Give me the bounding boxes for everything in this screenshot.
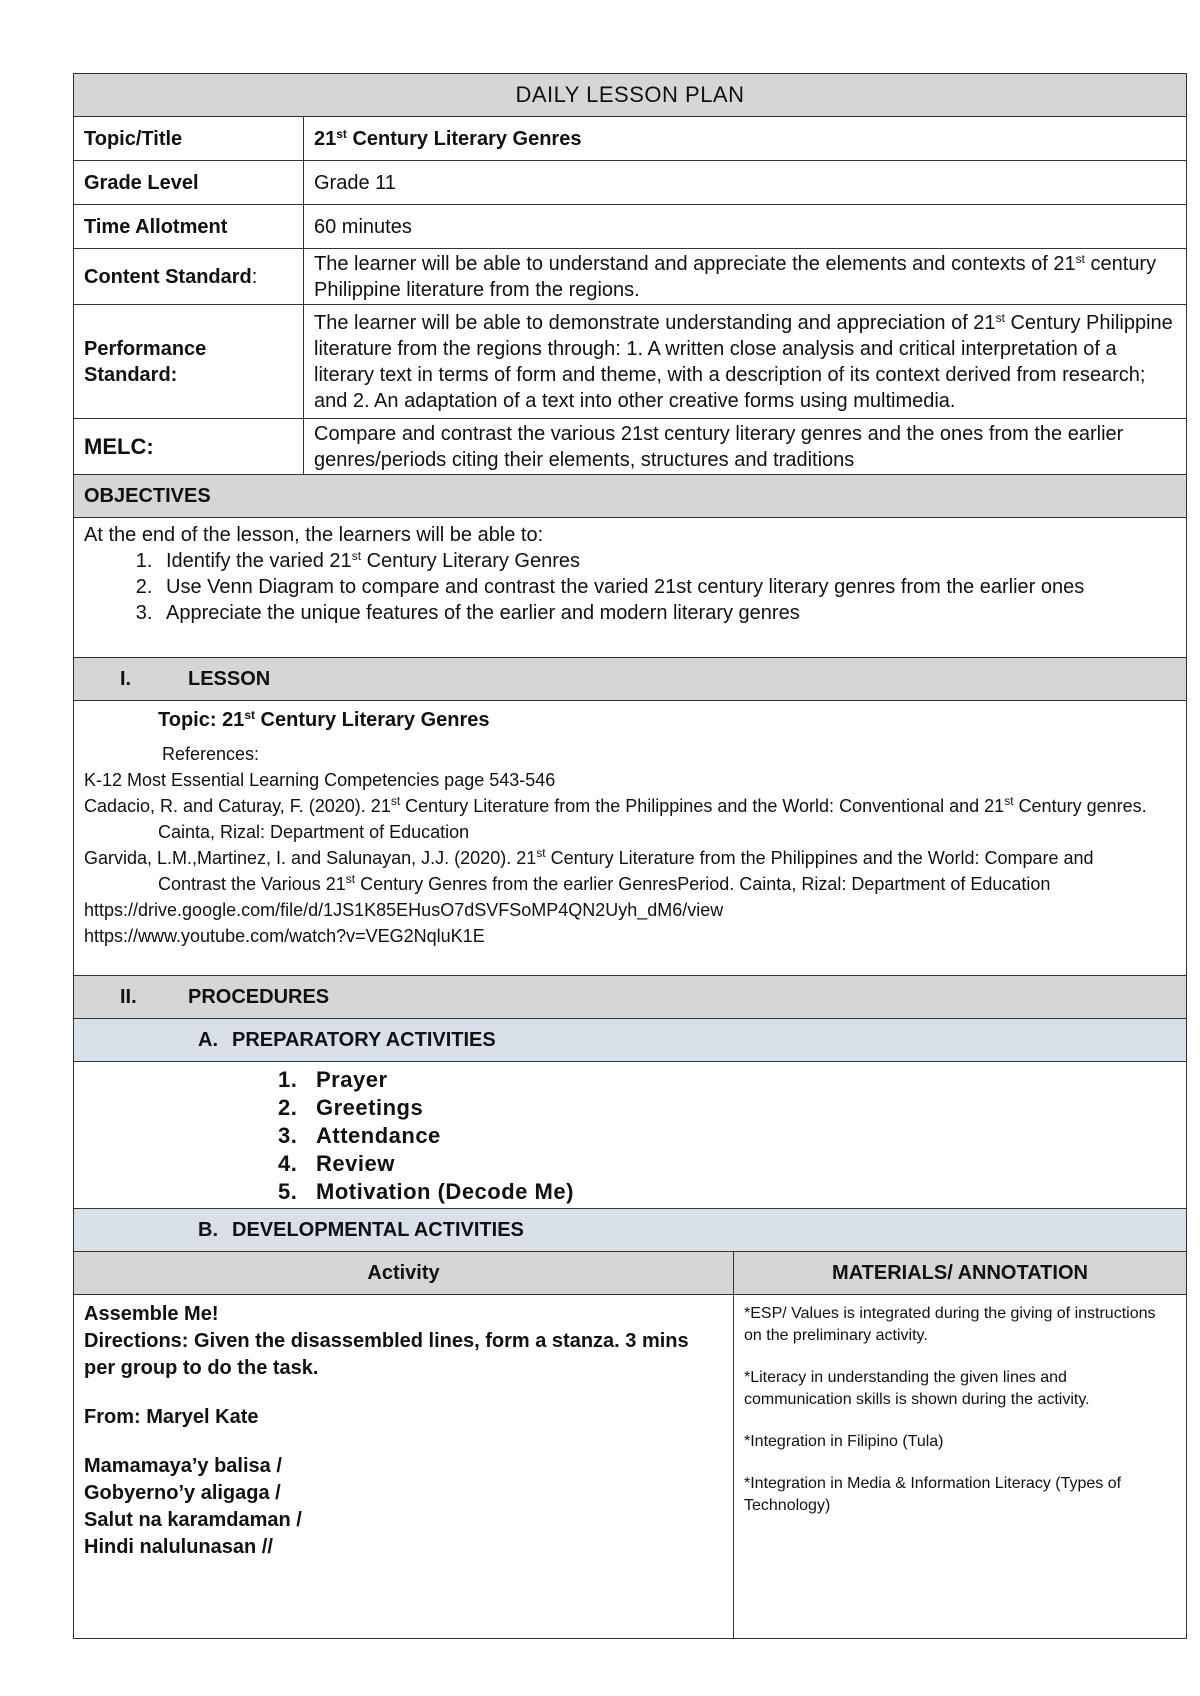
activity-table (73, 1251, 1187, 1639)
reference-link[interactable]: https://drive.google.com/file/d/1JS1K85EHusO7dSVFSoMP4QN2Uyh_dM6/view (84, 900, 724, 920)
time-value: 60 minutes (304, 205, 1187, 249)
developmental-heading: B. DEVELOPMENTAL ACTIVITIES (74, 1209, 1187, 1252)
stanza-line: Mamamaya’y balisa / (84, 1454, 282, 1477)
references-label: References: (162, 744, 260, 764)
materials-column-header: MATERIALS/ ANNOTATION (734, 1251, 1187, 1294)
grade-label: Grade Level (74, 161, 304, 205)
preparatory-body (74, 1062, 1187, 1209)
lesson-topic: Topic: 21st Century Literary Genres (158, 708, 490, 731)
annotation-item: *Integration in Media & Information Literacy (Types of Technology) (744, 1474, 1122, 1514)
melc-label: MELC: (74, 419, 304, 475)
procedures-heading: II. PROCEDURES (74, 976, 1187, 1019)
activity-title: Assemble Me! (84, 1302, 219, 1325)
page-title: DAILY LESSON PLAN (74, 74, 1187, 117)
annotation-item: *ESP/ Values is integrated during the giving of instructions on the preliminary activity. (744, 1304, 1156, 1344)
preparatory-item: 2. Greetings (304, 1094, 1186, 1122)
reference-item: Garvida, L.M.,Martinez, I. and Salunayan, J.J. (2020). 21st Century Literature from the Philippines and the World: Compare and (84, 846, 1094, 868)
preparatory-heading: A. PREPARATORY ACTIVITIES (74, 1019, 1187, 1062)
preparatory-list (74, 1066, 1186, 1206)
reference-link[interactable]: https://www.youtube.com/watch?v=VEG2NqluK1E (84, 926, 485, 946)
preparatory-item: 1. Prayer (304, 1066, 1186, 1094)
activity-source: From: Maryel Kate (84, 1405, 259, 1428)
preparatory-item: 4. Review (304, 1150, 1186, 1178)
annotation-item: *Integration in Filipino (Tula) (744, 1432, 944, 1450)
preparatory-item: 5. Motivation (Decode Me) (304, 1178, 1186, 1206)
reference-item-cont: Contrast the Various 21st Century Genres from the earlier GenresPeriod. Cainta, Rizal: Department of Education (158, 872, 1051, 894)
topic-label: Topic/Title (74, 117, 304, 161)
activity-column-header: Activity (74, 1251, 734, 1294)
melc-value: Compare and contrast the various 21st century literary genres and the ones from the earlier genres/periods citing their elements, structures and traditions (304, 419, 1187, 475)
content-standard-label: Content Standard: (74, 249, 304, 305)
objectives-heading: OBJECTIVES (74, 475, 1187, 518)
objective-item: 1. Identify the varied 21st Century Literary Genres (158, 548, 1176, 574)
topic-value: 21st Century Literary Genres (304, 117, 1187, 161)
lesson-plan-table (73, 73, 1187, 1252)
lesson-body (74, 701, 1187, 976)
lesson-plan-document (73, 73, 1187, 1639)
stanza-line: Salut na karamdaman / (84, 1508, 302, 1531)
performance-standard-value: The learner will be able to demonstrate understanding and appreciation of 21st Century Philippine literature from the regions through: 1. A written close analysis and critical interpretation of a literary text in terms of form and theme, with a description of its context derived from research; and 2. An adaptation of a text into other creative forms using multimedia. (304, 305, 1187, 419)
time-label: Time Allotment (74, 205, 304, 249)
performance-standard-label: Performance Standard: (74, 305, 304, 419)
grade-value: Grade 11 (304, 161, 1187, 205)
content-standard-value: The learner will be able to understand and appreciate the elements and contexts of 21st century Philippine literature from the regions. (304, 249, 1187, 305)
objectives-list (84, 548, 1176, 626)
annotation-cell (734, 1294, 1187, 1638)
reference-item-cont: Cainta, Rizal: Department of Education (158, 822, 470, 842)
annotation-item: *Literacy in understanding the given lines and communication skills is shown during the activity. (744, 1368, 1090, 1408)
activity-directions: Directions: Given the disassembled lines, form a stanza. 3 mins per group to do the task. (84, 1329, 689, 1379)
reference-item: K-12 Most Essential Learning Competencies page 543-546 (84, 770, 556, 790)
stanza-line: Hindi nalulunasan // (84, 1535, 273, 1558)
lesson-heading: I. LESSON (74, 658, 1187, 701)
preparatory-item: 3. Attendance (304, 1122, 1186, 1150)
reference-item: Cadacio, R. and Caturay, F. (2020). 21st Century Literature from the Philippines and the World: Conventional and 21st Century genres. (84, 794, 1147, 816)
objective-item: 3. Appreciate the unique features of the earlier and modern literary genres (158, 600, 1176, 626)
stanza-line: Gobyerno’y aligaga / (84, 1481, 281, 1504)
objectives-body (74, 518, 1187, 658)
objectives-intro: At the end of the lesson, the learners will be able to: (84, 524, 544, 546)
activity-cell (74, 1294, 734, 1638)
objective-item: 2. Use Venn Diagram to compare and contrast the varied 21st century literary genres from the earlier ones (158, 574, 1176, 600)
